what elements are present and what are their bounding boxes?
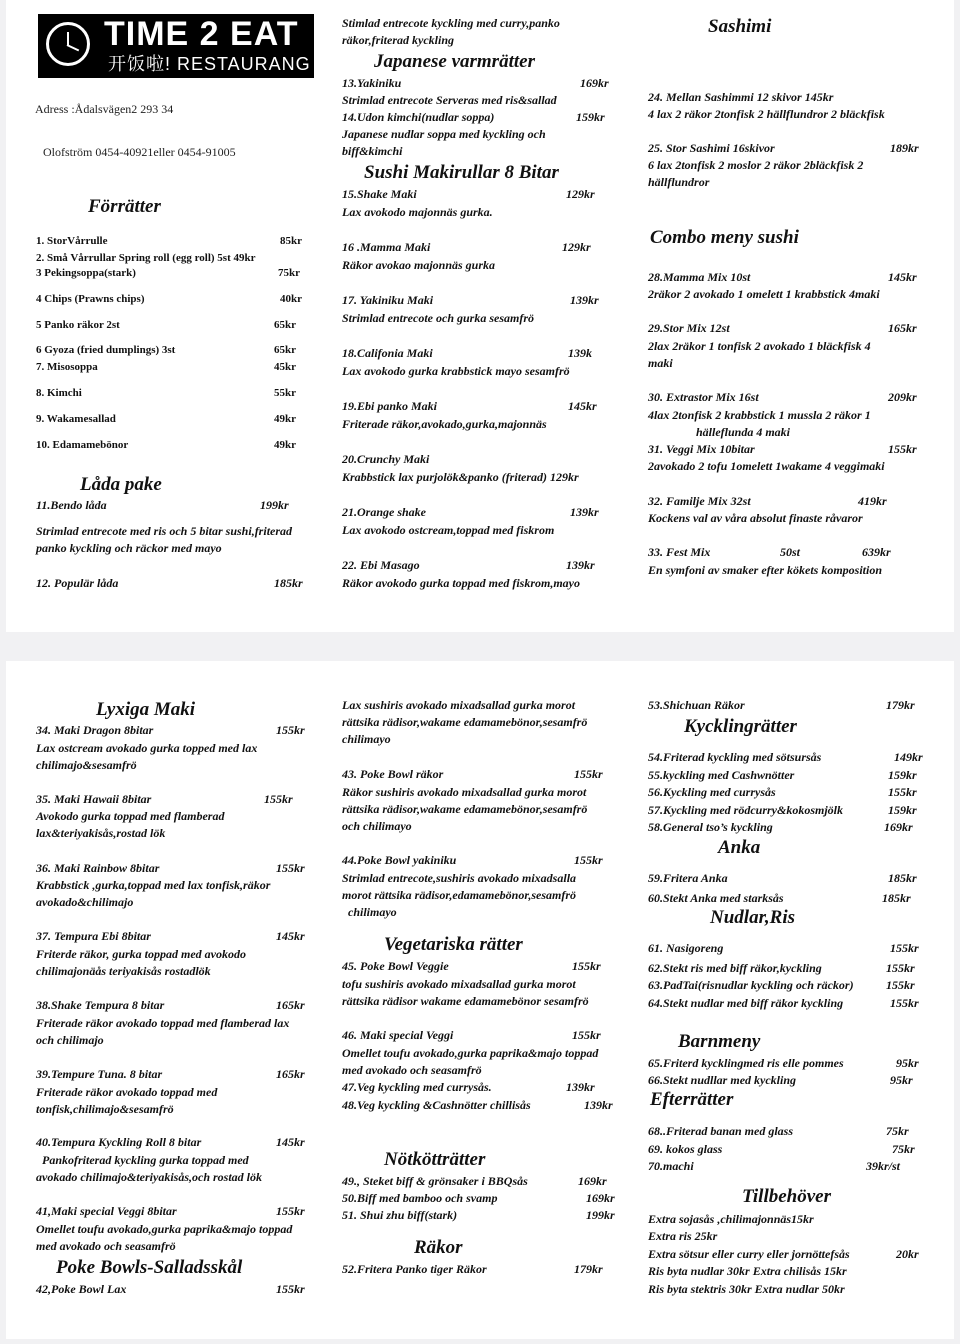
menu-text: 41,Maki special Veggi 8bitar bbox=[36, 1204, 177, 1218]
section-heading: Sushi Makirullar 8 Bitar bbox=[364, 162, 559, 183]
phone: Olofström 0454-40921eller 0454-91005 bbox=[43, 145, 236, 159]
menu-text: 1. StorVårrulle bbox=[36, 235, 108, 247]
menu-text: 53.Shichuan Räkor bbox=[648, 698, 745, 712]
menu-text: Friterade räkor,avokado,gurka,majonnäs bbox=[342, 417, 547, 431]
menu-text: 64.Stekt nudlar med biff räkor kyckling bbox=[648, 996, 844, 1010]
menu-text: Ris byta nudlar 30kr Extra chilisås 15kr bbox=[648, 1264, 847, 1278]
menu-text: 36. Maki Rainbow 8bitar bbox=[36, 861, 160, 875]
menu-text: 18.Califonia Maki bbox=[342, 346, 433, 360]
menu-text: 39kr/st bbox=[866, 1159, 901, 1173]
menu-text: 3 Pekingsoppa(stark) bbox=[36, 267, 136, 279]
menu-text: 69. kokos glass bbox=[648, 1142, 723, 1156]
menu-text: hälleflunda 4 maki bbox=[696, 425, 791, 439]
menu-text: 95kr bbox=[890, 1073, 913, 1087]
menu-text: Räkor avokodo gurka toppad med fiskrom,mayo bbox=[342, 576, 581, 590]
menu-text: 185kr bbox=[888, 871, 917, 885]
section-heading: Nudlar,Ris bbox=[710, 907, 796, 928]
menu-description: Räkor sushiris avokado mixadsallad gurka morot rättsika rädisor,wakame edamamebönor,sesamfrö och chilimayo bbox=[342, 785, 588, 833]
menu-text: Lax avokodo ostcream,toppad med fiskrom bbox=[342, 523, 555, 537]
menu-text: 639kr bbox=[862, 545, 891, 559]
menu-text: 129kr bbox=[562, 240, 591, 254]
menu-text: 85kr bbox=[280, 235, 302, 247]
section-heading: Vegetariska rätter bbox=[384, 934, 523, 955]
menu-text: 4 Chips (Prawns chips) bbox=[36, 293, 145, 305]
menu-text: 139k bbox=[568, 346, 592, 360]
menu-text: 6 Gyoza (fried dumplings) 3st bbox=[36, 344, 176, 356]
menu-text: 61. Nasigoreng bbox=[648, 941, 724, 955]
menu-description: Strimlad entrecote med ris och 5 bitar sushi,friterad panko kyckling och räckor med mayo bbox=[36, 524, 293, 555]
menu-text: 65.Friterd kycklingmed ris elle pommes bbox=[648, 1056, 844, 1070]
menu-text: 419kr bbox=[858, 494, 887, 508]
menu-text: 139kr bbox=[566, 1080, 595, 1094]
menu-text: 155kr bbox=[574, 853, 603, 867]
menu-text: 169kr bbox=[580, 76, 609, 90]
menu-text: 58.General tso’s kyckling bbox=[648, 820, 773, 834]
menu-text: 49., Steket biff & grönsaker i BBQsås bbox=[342, 1174, 528, 1188]
menu-text: 11.Bendo låda bbox=[36, 498, 107, 512]
menu-text: 189kr bbox=[890, 141, 919, 155]
menu-text: Strimlad entrecote och gurka sesamfrö bbox=[342, 311, 535, 325]
menu-text: 155kr bbox=[888, 785, 917, 799]
menu-text: 165kr bbox=[276, 1067, 305, 1081]
menu-text: 44.Poke Bowl yakiniku bbox=[342, 853, 457, 867]
menu-text: 159kr bbox=[888, 803, 917, 817]
menu-text: 145kr bbox=[888, 270, 917, 284]
section-heading: Kycklingrätter bbox=[684, 716, 797, 737]
menu-text: 68..Friterad banan med glass bbox=[648, 1124, 794, 1138]
menu-text: chilimajonäås teriyakisås rostadlök bbox=[36, 964, 211, 978]
menu-text: 159kr bbox=[888, 768, 917, 782]
menu-text: 25. Stor Sashimi 16skivor bbox=[648, 141, 775, 155]
menu-text: 139kr bbox=[566, 558, 595, 572]
section-heading: Tillbehöver bbox=[742, 1186, 831, 1207]
section-heading: Sashimi bbox=[708, 16, 772, 37]
menu-text: Ris byta stektris 30kr Extra nudlar 50kr bbox=[648, 1282, 845, 1296]
section-heading: Låda pake bbox=[80, 474, 162, 495]
menu-text: 155kr bbox=[572, 1028, 601, 1042]
menu-text: 2. Små Vårrullar Spring roll (egg roll) 5st 49kr bbox=[36, 252, 256, 264]
menu-page-2 bbox=[6, 661, 954, 1339]
menu-text: 145kr bbox=[568, 399, 597, 413]
menu-description: 6 lax 2tonfisk 2 moslor 2 räkor 2bläckfisk 2 hällflundror bbox=[648, 158, 864, 189]
menu-text: morot rättsika rädisor,edamamebönor,sesamfrö bbox=[342, 888, 577, 902]
menu-text: 155kr bbox=[276, 723, 305, 737]
menu-text: 155kr bbox=[276, 1204, 305, 1218]
clock-icon bbox=[46, 22, 90, 66]
menu-text: 46. Maki special Veggi bbox=[342, 1028, 454, 1042]
menu-text: 159kr bbox=[576, 110, 605, 124]
menu-page-1 bbox=[6, 0, 954, 632]
menu-text: 51. Shui zhu biff(stark) bbox=[342, 1208, 458, 1222]
section-heading: Nötkötträtter bbox=[384, 1149, 486, 1170]
menu-text: 185kr bbox=[882, 891, 911, 905]
menu-description: Lax sushiris avokado mixadsallad gurka morot rättsika rädisor,wakame edamamebönor,sesamfrö chilimayo bbox=[342, 698, 588, 746]
menu-text: 199kr bbox=[260, 498, 289, 512]
menu-text: 95kr bbox=[896, 1056, 919, 1070]
menu-description: Japanese nudlar soppa med kyckling och biff&kimchi bbox=[342, 127, 546, 158]
menu-text: 20kr bbox=[896, 1247, 919, 1261]
menu-text: 155kr bbox=[264, 792, 293, 806]
menu-text: 45. Poke Bowl Veggie bbox=[342, 959, 449, 973]
section-heading: Räkor bbox=[414, 1237, 463, 1258]
menu-text: 5 Panko räkor 2st bbox=[36, 319, 120, 331]
menu-text: 13.Yakiniku bbox=[342, 76, 402, 90]
menu-text: 50.Biff med bamboo och svamp bbox=[342, 1191, 498, 1205]
menu-text: 75kr bbox=[886, 1124, 909, 1138]
logo-brand: TIME 2 EAT bbox=[104, 15, 299, 53]
menu-text: 179kr bbox=[886, 698, 915, 712]
menu-text: Kockens val av våra absolut finaste råvaror bbox=[648, 511, 863, 525]
menu-text: 155kr bbox=[572, 959, 601, 973]
menu-text: Strimlad entrecote,sushiris avokado mixadsalla bbox=[342, 871, 577, 885]
section-heading: Förrätter bbox=[88, 196, 161, 217]
menu-text: 155kr bbox=[886, 961, 915, 975]
menu-text: 45kr bbox=[274, 361, 296, 373]
menu-text: 16 .Mamma Maki bbox=[342, 240, 431, 254]
menu-text: 39.Tempure Tuna. 8 bitar bbox=[36, 1067, 163, 1081]
menu-text: 199kr bbox=[586, 1208, 615, 1222]
menu-text: 12. Populär låda bbox=[36, 576, 119, 590]
menu-text: 145kr bbox=[276, 1135, 305, 1149]
menu-text: 42,Poke Bowl Lax bbox=[36, 1282, 127, 1296]
menu-text: 62.Stekt ris med biff räkor,kyckling bbox=[648, 961, 822, 975]
menu-text: 4lax 2tonfisk 2 krabbstick 1 mussla 2 räkor 1 bbox=[648, 408, 871, 422]
menu-text: 56.Kyckling med currysås bbox=[648, 785, 776, 799]
menu-text: 155kr bbox=[276, 1282, 305, 1296]
menu-text: 15.Shake Maki bbox=[342, 187, 417, 201]
menu-text: 55kr bbox=[274, 387, 296, 399]
menu-text: 29.Stor Mix 12st bbox=[648, 321, 730, 335]
menu-text: Krabbstick lax purjolök&panko (friterad) 129kr bbox=[342, 470, 579, 484]
menu-text: 48.Veg kyckling &Cashnötter chillisås bbox=[342, 1098, 531, 1112]
menu-text: 49kr bbox=[274, 439, 296, 451]
menu-description: 2lax 2räkor 1 tonfisk 2 avokado 1 bläckfisk 4 maki bbox=[648, 339, 871, 370]
menu-text: 49kr bbox=[274, 413, 296, 425]
menu-text: 155kr bbox=[890, 996, 919, 1010]
section-heading: Japanese varmrätter bbox=[374, 51, 535, 72]
menu-text: 75kr bbox=[278, 267, 300, 279]
menu-text: Extra sojasås ,chilimajonnäs15kr bbox=[648, 1212, 814, 1226]
menu-text: 169kr bbox=[884, 820, 913, 834]
menu-text: 37. Tempura Ebi 8bitar bbox=[36, 929, 151, 943]
menu-text: 28.Mamma Mix 10st bbox=[648, 270, 751, 284]
menu-text: 165kr bbox=[888, 321, 917, 335]
menu-text: 21.Orange shake bbox=[342, 505, 427, 519]
menu-text: 52.Fritera Panko tiger Räkor bbox=[342, 1262, 487, 1276]
menu-text: 139kr bbox=[584, 1098, 613, 1112]
menu-description: Friterade räkor avokado toppad med flamberad lax och chilimajo bbox=[36, 1016, 290, 1047]
menu-text: 30. Extrastor Mix 16st bbox=[648, 390, 759, 404]
menu-text: 19.Ebi panko Maki bbox=[342, 399, 438, 413]
menu-text: 50st bbox=[780, 545, 801, 559]
menu-text: 66.Stekt nudllar med kyckling bbox=[648, 1073, 797, 1087]
section-heading: Combo meny sushi bbox=[650, 227, 799, 248]
menu-text: 63.PadTai(risnudlar kyckling och räckor) bbox=[648, 978, 854, 992]
menu-description: Omellet toufu avokado,gurka paprika&majo toppad med avokado och seasamfrö bbox=[36, 1222, 293, 1253]
menu-text: 65kr bbox=[274, 319, 296, 331]
address: Adress :Ådalsvägen2 293 34 bbox=[35, 102, 174, 116]
menu-text: 155kr bbox=[888, 442, 917, 456]
menu-text: 32. Familje Mix 32st bbox=[648, 494, 751, 508]
menu-text: 75kr bbox=[892, 1142, 915, 1156]
menu-text: Extra ris 25kr bbox=[648, 1229, 718, 1243]
menu-text: 38.Shake Tempura 8 bitar bbox=[36, 998, 165, 1012]
menu-text: 2avokado 2 tofu 1omelett 1wakame 4 veggimaki bbox=[648, 459, 885, 473]
section-heading: Lyxiga Maki bbox=[96, 699, 196, 720]
menu-text: 149kr bbox=[894, 750, 923, 764]
menu-text: En symfoni av smaker efter kökets komposition bbox=[648, 563, 882, 577]
menu-text: 155kr bbox=[886, 978, 915, 992]
menu-description: Omellet toufu avokado,gurka paprika&majo toppad med avokado och seasamfrö bbox=[342, 1046, 599, 1077]
menu-text: 70.machi bbox=[648, 1159, 694, 1173]
menu-text: Strimlad entrecote Serveras med ris&sallad bbox=[342, 93, 557, 107]
section-heading: Efterrätter bbox=[650, 1089, 734, 1110]
menu-description: Lax ostcream avokado gurka topped med lax chilimajo&sesamfrö bbox=[36, 741, 258, 772]
menu-text: Lax avokodo gurka krabbstick mayo sesamfrö bbox=[342, 364, 570, 378]
menu-text: 10. Edamamebönor bbox=[36, 439, 129, 451]
menu-text: 155kr bbox=[574, 767, 603, 781]
menu-text: 40.Tempura Kyckling Roll 8 bitar bbox=[36, 1135, 202, 1149]
menu-text: 9. Wakamesallad bbox=[36, 413, 116, 425]
menu-text: Lax avokodo majonnäs gurka. bbox=[342, 205, 493, 219]
menu-text: 169kr bbox=[578, 1174, 607, 1188]
section-heading: Poke Bowls-Salladsskål bbox=[56, 1257, 243, 1278]
menu-text: 185kr bbox=[274, 576, 303, 590]
restaurant-logo bbox=[38, 14, 314, 78]
menu-text: 209kr bbox=[888, 390, 917, 404]
menu-text: 40kr bbox=[280, 293, 302, 305]
menu-text: chilimayo bbox=[348, 905, 397, 919]
menu-text: 139kr bbox=[570, 293, 599, 307]
section-heading: Anka bbox=[718, 837, 761, 858]
menu-text: Extra sötsur eller curry eller jornöttefsås bbox=[648, 1247, 850, 1261]
menu-text: 169kr bbox=[586, 1191, 615, 1205]
menu-text: 4 lax 2 räkor 2tonfisk 2 hällflundror 2 bläckfisk bbox=[648, 107, 885, 121]
menu-text: 57.Kyckling med rödcurry&kokosmjölk bbox=[648, 803, 843, 817]
menu-text: 14.Udon kimchi(nudlar soppa) bbox=[342, 110, 495, 124]
menu-text: 165kr bbox=[276, 998, 305, 1012]
menu-text: 60.Stekt Anka med starksås bbox=[648, 891, 784, 905]
menu-text: Räkor avokao majonnäs gurka bbox=[342, 258, 496, 272]
menu-text: 33. Fest Mix bbox=[648, 545, 711, 559]
menu-description: Friterade räkor avokado toppad med tonfisk,chilimajo&sesamfrö bbox=[36, 1085, 218, 1116]
menu-text: 22. Ebi Masago bbox=[342, 558, 420, 572]
menu-text: 155kr bbox=[276, 861, 305, 875]
menu-text: 139kr bbox=[570, 505, 599, 519]
menu-text: 7. Misosoppa bbox=[36, 361, 98, 373]
menu-text: 179kr bbox=[574, 1262, 603, 1276]
menu-description: tofu sushiris avokado mixadsallad gurka morot rättsika rädisor wakame edamamebönor sesamfrö bbox=[342, 977, 589, 1008]
menu-text: 34. Maki Dragon 8bitar bbox=[36, 723, 154, 737]
menu-text: 24. Mellan Sashimmi 12 skivor 145kr bbox=[648, 90, 834, 104]
menu-text: Friterde räkor, gurka toppad med avokodo bbox=[36, 947, 247, 961]
menu-text: Pankofriterad kyckling gurka toppad med bbox=[42, 1153, 249, 1167]
section-heading: Barnmeny bbox=[678, 1031, 761, 1052]
menu-text: 145kr bbox=[276, 929, 305, 943]
menu-text: 155kr bbox=[890, 941, 919, 955]
menu-text: 59.Fritera Anka bbox=[648, 871, 728, 885]
menu-description: Avokodo gurka toppad med flamberad lax&teriyakisås,rostad lök bbox=[36, 809, 225, 840]
menu-text: 17. Yakiniku Maki bbox=[342, 293, 434, 307]
menu-text: 54.Friterad kyckling med sötsursås bbox=[648, 750, 822, 764]
menu-text: 20.Crunchy Maki bbox=[342, 452, 430, 466]
menu-text: 35. Maki Hawaii 8bitar bbox=[36, 792, 152, 806]
menu-text: 31. Veggi Mix 10bitar bbox=[648, 442, 755, 456]
menu-text: 129kr bbox=[566, 187, 595, 201]
menu-description: Krabbstick ,gurka,toppad med lax tonfisk,räkor avokado&chilimajo bbox=[36, 878, 271, 909]
menu-text: 65kr bbox=[274, 344, 296, 356]
menu-text: 2räkor 2 avokado 1 omelett 1 krabbstick 4maki bbox=[648, 287, 880, 301]
menu-description: Stimlad entrecote kyckling med curry,panko räkor,friterad kyckling bbox=[342, 16, 560, 47]
menu-text: 8. Kimchi bbox=[36, 387, 82, 399]
menu-text: 47.Veg kyckling med currysås. bbox=[342, 1080, 492, 1094]
logo-subtitle: 开饭啦! RESTAURANG bbox=[108, 54, 311, 74]
menu-text: 43. Poke Bowl räkor bbox=[342, 767, 444, 781]
menu-text: 55.kyckling med Cashwnötter bbox=[648, 768, 795, 782]
menu-text: avokado chilimajo&teriyakisås,och rostad lök bbox=[36, 1170, 263, 1184]
